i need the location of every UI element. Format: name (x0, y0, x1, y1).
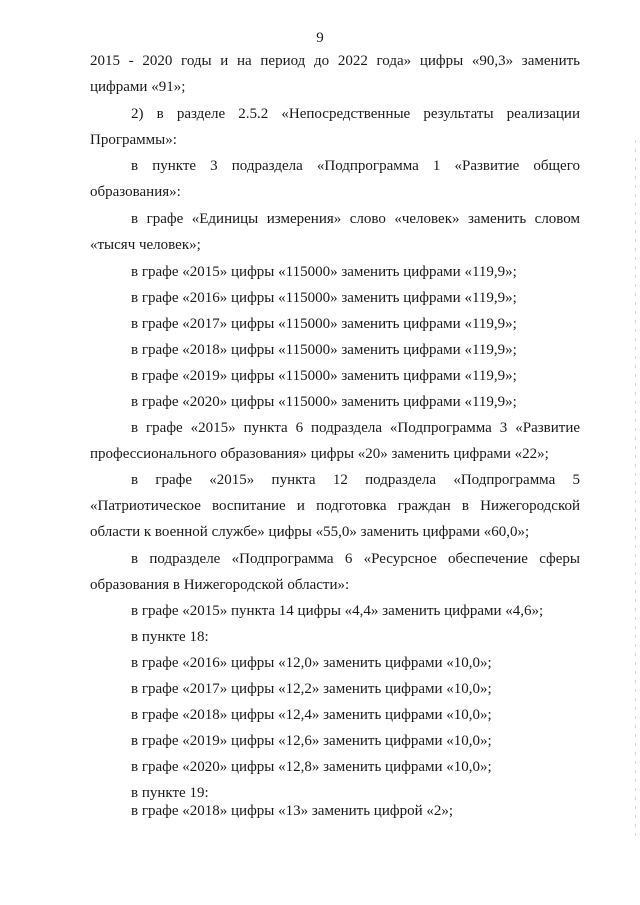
text-line: в графе «2016» цифры «115000» заменить цифрами «119,9»; (131, 290, 517, 306)
text-line: профессионального образования» цифры «20» заменить цифрами «22»; (90, 446, 549, 462)
text-line: в пункте 3 подраздела «Подпрограмма 1 «Развитие общего (131, 158, 580, 174)
text-line: в подразделе «Подпрограмма 6 «Ресурсное обеспечение сферы (131, 551, 580, 567)
text-line: в пункте 19: (131, 785, 209, 801)
text-line: в графе «2017» цифры «115000» заменить цифрами «119,9»; (131, 316, 517, 332)
text-line: в графе «2018» цифры «13» заменить цифрой «2»; (131, 803, 454, 819)
text-line: «тысяч человек»; (90, 237, 201, 253)
text-line: 2) в разделе 2.5.2 «Непосредственные результаты реализации (131, 106, 580, 122)
text-line: в графе «2016» цифры «12,0» заменить цифрами «10,0»; (131, 655, 492, 671)
text-line: в графе «2019» цифры «115000» заменить цифрами «119,9»; (131, 368, 517, 384)
text-line: в графе «2015» пункта 14 цифры «4,4» заменить цифрами «4,6»; (131, 603, 544, 619)
text-line: в графе «2019» цифры «12,6» заменить цифрами «10,0»; (131, 733, 492, 749)
text-line: в пункте 18: (131, 629, 209, 645)
text-line: цифрами «91»; (90, 79, 186, 95)
text-line: в графе «2015» цифры «115000» заменить цифрами «119,9»; (131, 264, 517, 280)
text-line: в графе «2018» цифры «12,4» заменить цифрами «10,0»; (131, 707, 492, 723)
text-line: в графе «Единицы измерения» слово «человек» заменить словом (131, 211, 580, 227)
text-line: в графе «2018» цифры «115000» заменить цифрами «119,9»; (131, 342, 517, 358)
text-line: образования в Нижегородской области»: (90, 577, 350, 593)
text-line: «Патриотическое воспитание и подготовка граждан в Нижегородской (90, 498, 580, 514)
text-line: области к военной службе» цифры «55,0» заменить цифрами «60,0»; (90, 524, 530, 540)
page-number: 9 (316, 30, 324, 46)
text-line: 2015 - 2020 годы и на период до 2022 года» цифры «90,3» заменить (90, 53, 580, 69)
scan-edge-artifact (635, 140, 636, 840)
text-line: в графе «2020» цифры «115000» заменить цифрами «119,9»; (131, 394, 517, 410)
text-line: Программы»: (90, 132, 177, 148)
text-line: в графе «2015» пункта 6 подраздела «Подпрограмма 3 «Развитие (131, 420, 580, 436)
text-line: в графе «2015» пункта 12 подраздела «Подпрограмма 5 (131, 472, 580, 488)
text-line: в графе «2020» цифры «12,8» заменить цифрами «10,0»; (131, 759, 492, 775)
text-line: образования»: (90, 184, 181, 200)
text-line: в графе «2017» цифры «12,2» заменить цифрами «10,0»; (131, 681, 492, 697)
